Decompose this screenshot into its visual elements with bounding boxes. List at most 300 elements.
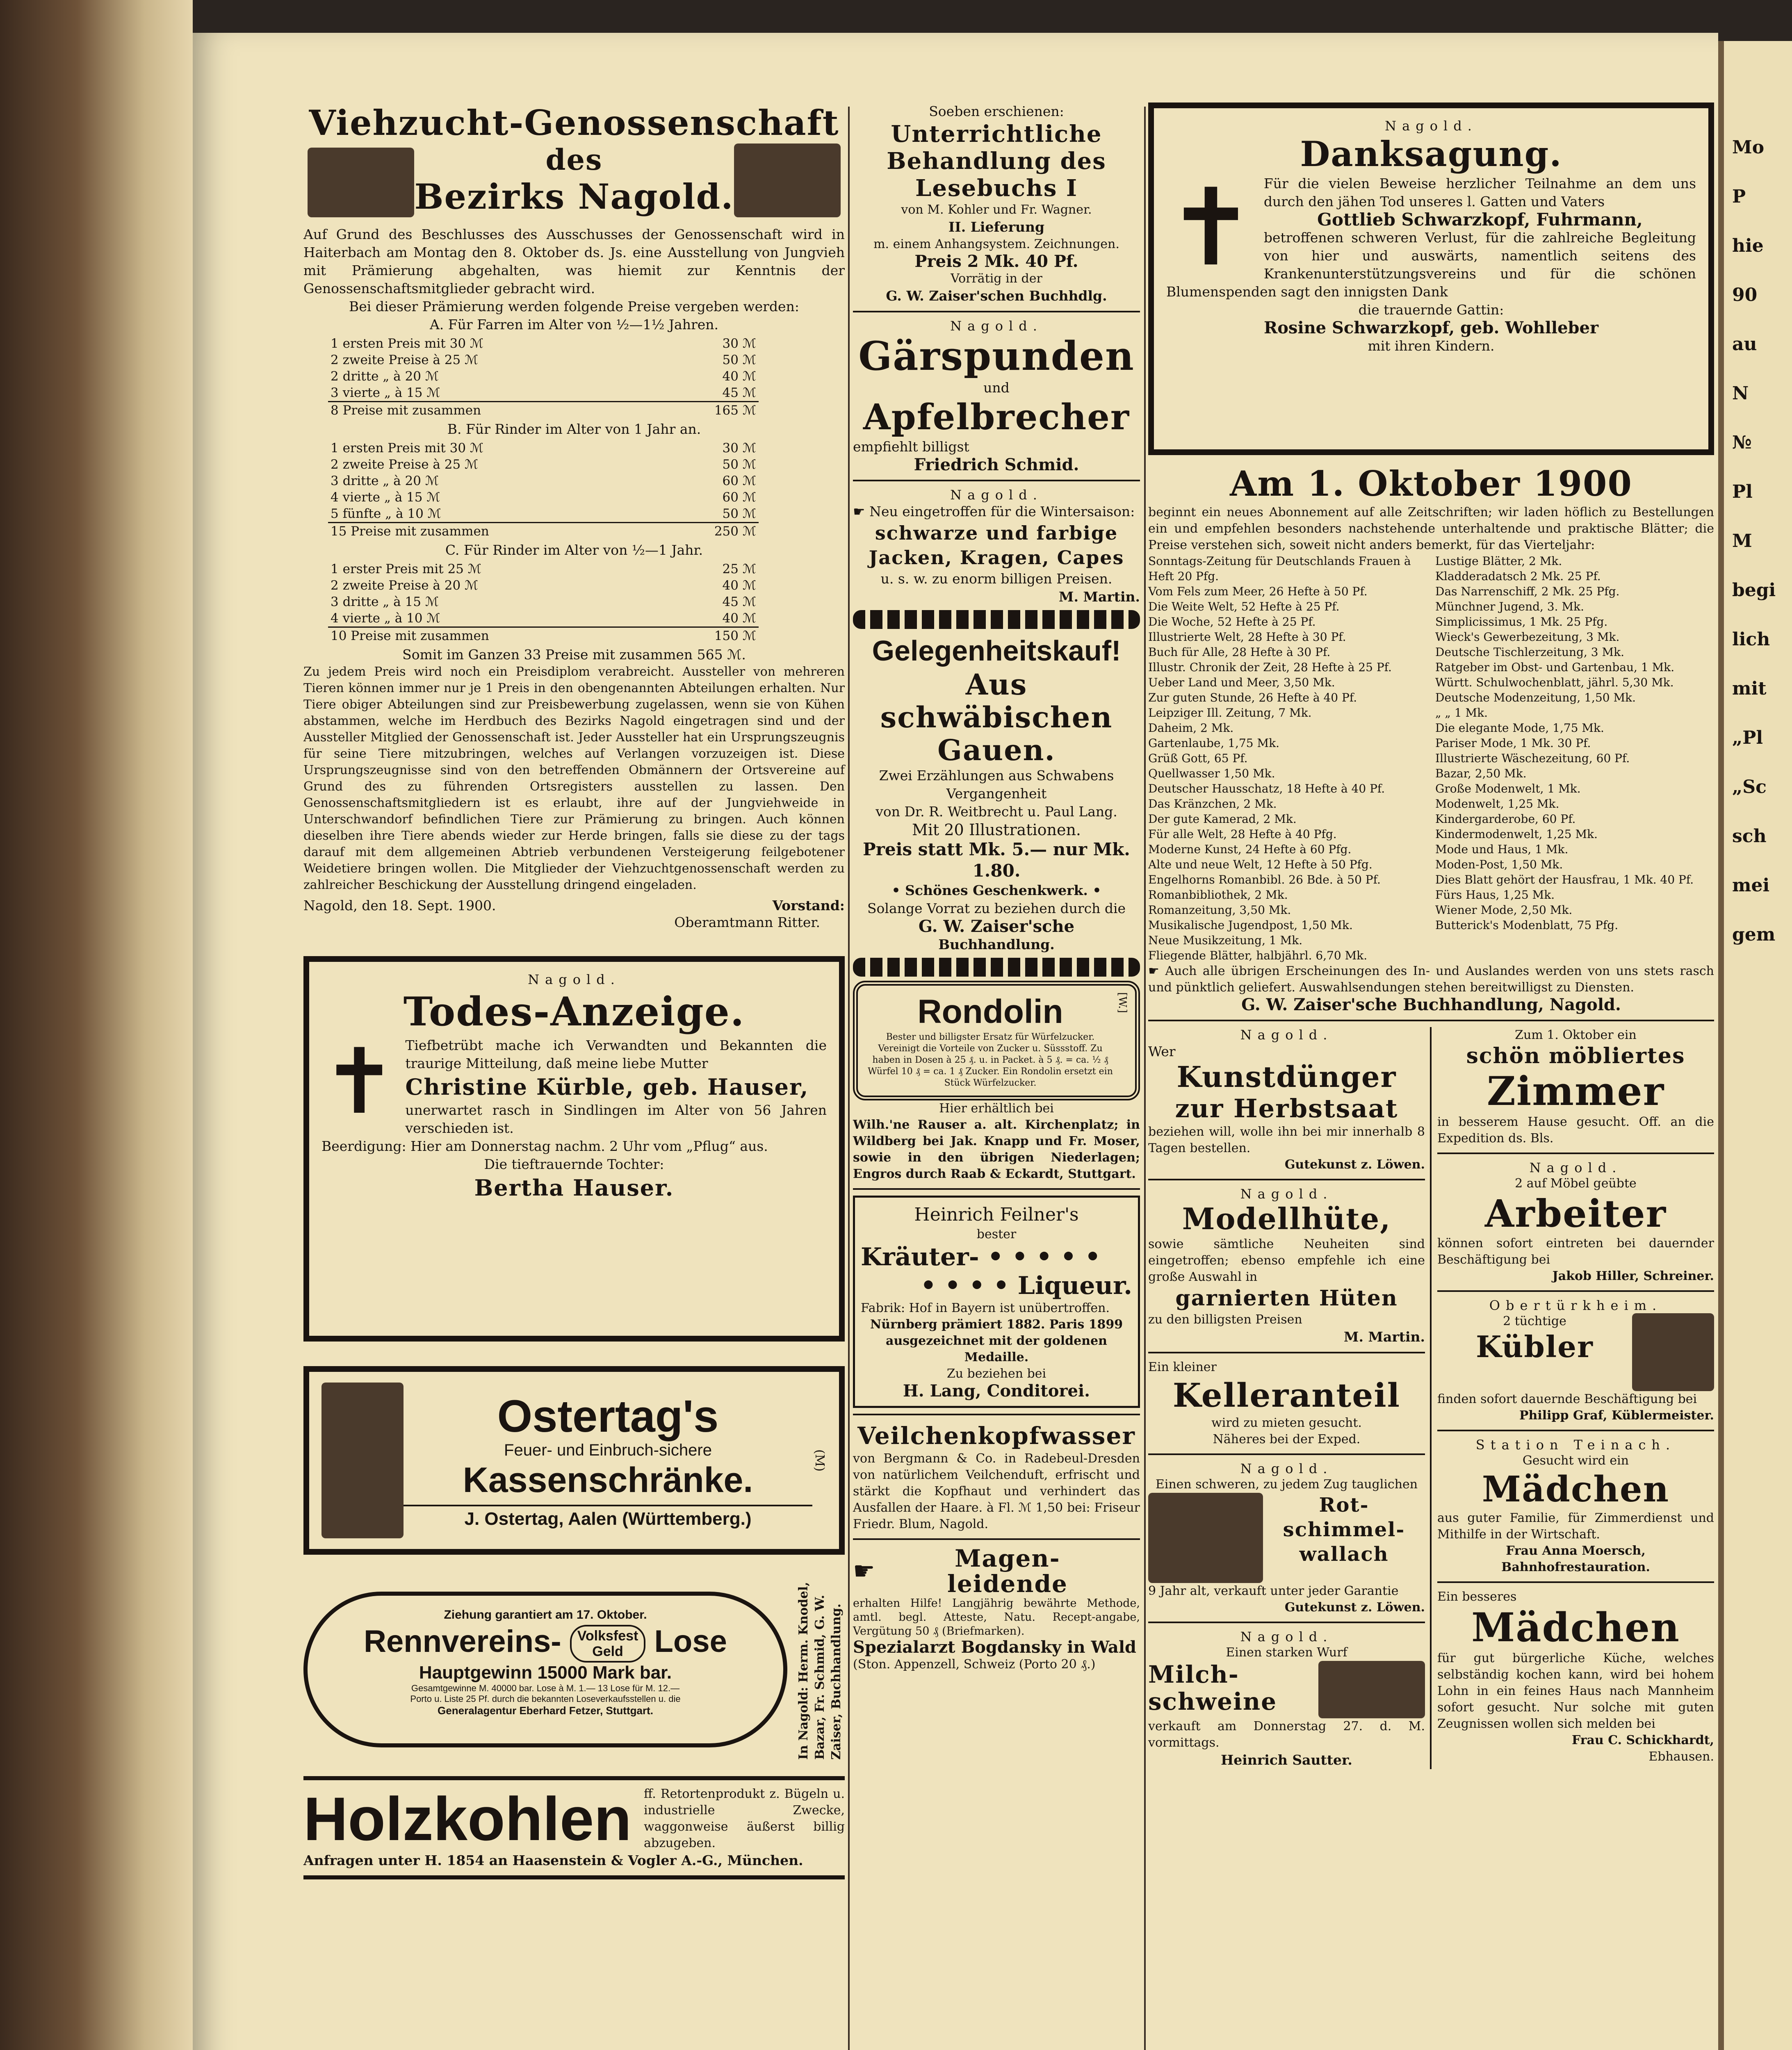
ad-subtitle: schön möbliertes xyxy=(1466,1043,1685,1068)
prize-value: 60 ℳ xyxy=(722,490,756,505)
list-item: Deutsche Tischlerzeitung, 3 Mk. xyxy=(1435,645,1625,659)
prize-value: 50 ℳ xyxy=(722,353,756,367)
list-item: Musikalische Jugendpost, 1,50 Mk. xyxy=(1148,918,1353,932)
lottery-title xyxy=(308,1622,783,1663)
list-item: Sonntags-Zeitung für Deutschlands Frauen à Heft 20 Pfg. xyxy=(1148,554,1411,583)
column-rule xyxy=(1144,107,1146,2050)
cooper-illustration-icon xyxy=(1632,1313,1714,1391)
column-rule xyxy=(848,107,850,2050)
ad-title: Kübler xyxy=(1476,1329,1594,1364)
ad-intro: Auf Grund des Beschlusses des Ausschusses der Genossenschaft wird in Haiterbach am Montag den 8. Oktober ds. Js. eine Ausstellung von Jungvieh mit Prämierung abgehalten, was hiemit zur Kenntnis der Genossenschaftsmitglieder gebracht wird. xyxy=(303,226,845,296)
ad-items: schwarze und farbige Jacken, Kragen, Capes xyxy=(869,522,1124,569)
product-line: Feuer- und Einbruch-sichere xyxy=(504,1441,712,1459)
cross-icon: ✝ xyxy=(1166,166,1256,290)
kuebler-ad xyxy=(1437,1298,1714,1424)
magen-ad xyxy=(853,1546,1140,1673)
prize-label: 15 Preise mit zusammen xyxy=(328,523,688,540)
table-row xyxy=(328,594,759,610)
badge-line: Volksfest xyxy=(577,1628,638,1644)
next-page-edge xyxy=(1718,41,1792,2050)
lottery-title-left: Rennvereins- xyxy=(364,1624,561,1659)
place-label: Nagold. xyxy=(1240,1027,1333,1043)
column-right xyxy=(1148,102,1714,1769)
ad-text: wird zu mieten gesucht. xyxy=(1211,1416,1362,1430)
ad-title: Gärspunden xyxy=(858,333,1135,379)
prize-label: 3 dritte „ à 15 ℳ xyxy=(331,594,439,609)
ad-shop: G. W. Zaiser'schen Buchhdlg. xyxy=(886,288,1107,304)
product-name: Kassenschränke. xyxy=(463,1460,753,1500)
text-fragment: „Sc xyxy=(1732,777,1767,797)
list-item: Butterick's Modenblatt, 75 Pfg. xyxy=(1435,918,1619,932)
kunstduenger-ad xyxy=(1148,1027,1425,1173)
prize-label: 10 Preise mit zusammen xyxy=(328,627,688,645)
magazine-list-left xyxy=(1148,554,1427,963)
list-item: Bazar, 2,50 Mk. xyxy=(1435,767,1527,780)
text-fragment: Mo xyxy=(1732,137,1765,158)
prize-label: 2 zweite Preise à 25 ℳ xyxy=(331,457,479,472)
divider xyxy=(853,1188,1140,1190)
product-line2: • • • • Liqueur. xyxy=(920,1271,1132,1300)
ad-shop: G. W. Zaiser'sche Buchhandlung, Nagold. xyxy=(1241,995,1621,1014)
newspaper-page xyxy=(193,33,1718,2050)
ad-title: Milch- xyxy=(1148,1660,1239,1688)
list-item: Engelhorns Romanbibl. 26 Bde. à 50 Pf. xyxy=(1148,873,1381,886)
besseres-maedchen-ad xyxy=(1437,1589,1714,1765)
ad-signer: Oberamtmann Ritter. xyxy=(674,914,820,930)
place-label: Nagold. xyxy=(1240,1461,1333,1476)
place-label: Nagold. xyxy=(528,972,620,987)
ad-vorstand: Vorstand: xyxy=(772,897,845,913)
deceased-name: Gottlieb Schwarzkopf, Fuhrmann, xyxy=(1317,210,1643,230)
divider xyxy=(853,1538,1140,1540)
ad-title: Apfelbrecher xyxy=(863,396,1130,438)
table-row xyxy=(328,440,759,456)
ad-text: unerwartet rasch in Sindlingen im Alter von 56 Jahren verschieden ist. xyxy=(405,1102,827,1136)
table-row xyxy=(328,456,759,473)
holzkohlen-ad xyxy=(303,1776,845,1879)
small-ads-right xyxy=(1437,1027,1714,1769)
brand-name: Ostertag's xyxy=(497,1391,719,1442)
ad-text: Gesucht wird ein xyxy=(1522,1453,1629,1468)
zimmer-ad xyxy=(1437,1027,1714,1147)
ad-name: Friedrich Schmid. xyxy=(914,455,1079,474)
local-sellers: In Nagold: Herm. Knodel, Bazar, Fr. Schmid, G. W. Zaiser, Buchhandlung. xyxy=(796,1582,844,1760)
lottery-title-right: Lose xyxy=(654,1624,727,1659)
divider xyxy=(1148,1453,1425,1455)
list-item: Die Weite Welt, 52 Hefte à 25 Pf. xyxy=(1148,600,1340,613)
place-label: Station Teinach. xyxy=(1475,1437,1676,1453)
list-item: Münchner Jugend, 3. Mk. xyxy=(1435,600,1585,613)
divider xyxy=(853,1414,1140,1415)
deceased-name: Christine Kürble, geb. Hauser, xyxy=(405,1074,809,1100)
ad-desc: Zwei Erzählungen aus Schwabens Vergangenheit xyxy=(879,768,1114,802)
list-item: Zur guten Stunde, 26 Hefte à 40 Pf. xyxy=(1148,691,1357,704)
schimmel-row xyxy=(1148,1493,1425,1583)
table-sum-row xyxy=(328,627,759,645)
milch-titles xyxy=(1148,1661,1318,1718)
list-item: Moden-Post, 1,50 Mk. xyxy=(1435,858,1563,871)
holzkohlen-row xyxy=(303,1786,845,1852)
list-item: Romanbibliothek, 2 Mk. xyxy=(1148,888,1288,902)
list-item: Fliegende Blätter, halbjährl. 6,70 Mk. xyxy=(1148,949,1368,962)
lottery-badge xyxy=(570,1625,646,1663)
magazine-list xyxy=(1148,554,1714,963)
signer-label: Die tieftrauernde Tochter: xyxy=(484,1156,664,1172)
pointing-hand-icon: ☛ xyxy=(853,503,865,519)
arbeiter-ad xyxy=(1437,1160,1714,1285)
ad-text: empfiehlt billigst xyxy=(853,439,969,455)
list-item: Fürs Haus, 1,25 Mk. xyxy=(1435,888,1555,902)
list-item: „ „ 1 Mk. xyxy=(1435,706,1488,720)
prize-value: 25 ℳ xyxy=(722,562,756,576)
list-item: Neue Musikzeitung, 1 Mk. xyxy=(1148,934,1303,947)
prize-value: 40 ℳ xyxy=(722,369,756,384)
ad-title: Danksagung. xyxy=(1300,134,1562,174)
badge-line: Geld xyxy=(592,1643,623,1659)
rondolin-frame xyxy=(853,981,1140,1100)
ad-name: Jakob Hiller, Schreiner. xyxy=(1552,1269,1714,1283)
ad-title: Mädchen xyxy=(1471,1604,1680,1651)
ad-text: betroffenen schweren Verlust, für die zahlreiche Begleitung von hier und auswärts, namentlich seitens des Krankenunterstützungsvereins und für die schönen Blumenspenden sagt den innigsten Dank xyxy=(1166,230,1696,300)
text-fragment: mit xyxy=(1732,678,1767,699)
prize-value: 250 ℳ xyxy=(688,523,759,540)
product-text: Liqueur. xyxy=(1017,1271,1132,1300)
ad-title: Kelleranteil xyxy=(1172,1376,1401,1414)
place-label: Obertürkheim. xyxy=(1489,1298,1662,1313)
ad-title: Unterrichtliche xyxy=(891,121,1102,148)
ad-text: für gut bürgerliche Küche, welches selbständig kochen kann, wird bei hohem Lohn in ein feines Haus nach Mannheim sofort gesucht. Nur solche mit guten Zeugnissen wollen sich melden bei xyxy=(1437,1651,1714,1731)
ad-name: Frau C. Schickhardt, xyxy=(1571,1733,1714,1747)
prize-table-b xyxy=(328,440,759,540)
cross-icon: ✝ xyxy=(321,1029,397,1134)
ad-text: können sofort eintreten bei dauernder Beschäftigung bei xyxy=(1437,1236,1714,1267)
list-item: Mode und Haus, 1 Mk. xyxy=(1435,843,1569,856)
prize-label: 1 erster Preis mit 25 ℳ xyxy=(331,562,481,576)
ad-title: zur Herbstsaat xyxy=(1175,1093,1398,1123)
table-row xyxy=(328,385,759,402)
ad-award: Nürnberg prämiert 1882. Paris 1899 ausgezeichnet mit der goldenen Medaille. xyxy=(870,1317,1123,1364)
table-row xyxy=(328,577,759,594)
table-row xyxy=(328,473,759,489)
list-item: Dies Blatt gehört der Hausfrau, 1 Mk. 40 Pf. xyxy=(1435,873,1694,886)
ad-part: II. Lieferung xyxy=(948,219,1045,235)
list-item: Für alle Welt, 28 Hefte à 40 Pfg. xyxy=(1148,827,1337,841)
prize-value: 40 ℳ xyxy=(722,611,756,626)
column-left xyxy=(303,102,845,1879)
ad-name: M. Martin. xyxy=(1058,589,1140,605)
ad-outro xyxy=(1148,963,1714,996)
ad-title: Am 1. Oktober 1900 xyxy=(1230,463,1632,504)
ad-text: in besserem Hause gesucht. Off. an die Expedition ds. Bls. xyxy=(1437,1115,1714,1146)
ad-loc: (Ston. Appenzell, Schweiz (Porto 20 ₰.) xyxy=(853,1657,1096,1672)
ad-text: von Bergmann & Co. in Radebeul-Dresden von natürlichem Veilchenduft, erfrischt und stärkt die Kopfhaut und verhindert das Ausfallen der Haare. à Fl. ℳ 1,50 bei: Friseur Friedr. Blum, Nagold. xyxy=(853,1451,1140,1531)
ad-text: ff. Retortenprodukt z. Bügeln u. industrielle Zwecke, waggonweise äußerst billig abzugeben. xyxy=(644,1787,845,1850)
place-label: Nagold. xyxy=(1529,1160,1622,1175)
ad-doctor: Spezialarzt Bogdansky in Wald xyxy=(853,1638,1136,1657)
ad-price: Preis 2 Mk. 40 Pf. xyxy=(914,252,1078,271)
list-item: Die elegante Mode, 1,75 Mk. xyxy=(1435,721,1604,735)
ostertag-ad xyxy=(303,1366,845,1555)
ad-intro: beginnt ein neues Abonnement auf alle Zeitschriften; wir laden höflich zu Bestellungen ein und empfehlen besonders nachstehende unterhaltende und praktische Blätter; die Preise verstehen sich, soweit nicht anders bemerkt, für das Vierteljahr: xyxy=(1148,505,1714,552)
ad-text: finden sofort dauernde Beschäftigung bei xyxy=(1437,1392,1697,1406)
list-item: Moderne Kunst, 24 Hefte à 60 Pfg. xyxy=(1148,843,1352,856)
ad-footer xyxy=(303,897,845,913)
ad-title: Zimmer xyxy=(1486,1068,1665,1114)
ad-text: 2 auf Möbel geübte xyxy=(1515,1176,1637,1191)
lottery-oval xyxy=(303,1592,787,1747)
text-fragment: „Pl xyxy=(1732,727,1763,748)
ad-name: Philipp Graf, Küblermeister. xyxy=(1519,1408,1714,1423)
divider xyxy=(853,480,1140,481)
ad-dealers: Wilh.'ne Rauser a. alt. Kirchenplatz; in Wildberg bei Jak. Knapp und Fr. Moser, sowie in den übrigen Niederlagen; Engros durch Raab & Eckardt, Stuttgart. xyxy=(853,1118,1140,1181)
todes-anzeige xyxy=(303,956,845,1342)
list-item: Modenwelt, 1,25 Mk. xyxy=(1435,797,1559,811)
ad-title: Modellhüte, xyxy=(1182,1201,1391,1236)
ad-text: beziehen will, wolle ihn bei mir innerhalb 8 Tagen bestellen. xyxy=(1148,1125,1425,1155)
ad-subtitle: Gauen. xyxy=(937,733,1056,767)
list-item: Lustige Blätter, 2 Mk. xyxy=(1435,554,1562,568)
martin-coats-ad xyxy=(853,487,1140,606)
ad-fab: Fabrik: Hof in Bayern ist unübertroffen. xyxy=(861,1301,1110,1315)
prize-label: 2 dritte „ à 20 ℳ xyxy=(331,369,439,384)
ad-shop: G. W. Zaiser'sche xyxy=(918,917,1075,936)
ad-title: Magen- xyxy=(955,1544,1060,1572)
oktober-abonnement-ad xyxy=(1148,463,1714,1014)
ad-subtitle: Bezirks Nagold. xyxy=(414,176,734,217)
maker-name: Heinrich Feilner's xyxy=(914,1204,1079,1225)
prize-value: 60 ℳ xyxy=(722,474,756,488)
ad-title: Mädchen xyxy=(1482,1469,1670,1510)
divider xyxy=(1148,1179,1425,1180)
list-item: Leipziger Ill. Zeitung, 7 Mk. xyxy=(1148,706,1312,720)
list-item: Romanzeitung, 3,50 Mk. xyxy=(1148,903,1291,917)
small-ads-left xyxy=(1148,1027,1432,1769)
list-item: Der gute Kamerad, 2 Mk. xyxy=(1148,812,1297,826)
next-page-fragments xyxy=(1724,41,1792,959)
danksagung-ad xyxy=(1148,102,1714,455)
divider xyxy=(1437,1153,1714,1154)
signer-name: Rosine Schwarzkopf, geb. Wohlleber xyxy=(1263,318,1599,337)
table-sum-row xyxy=(328,402,759,419)
ad-text: Für die vielen Beweise herzlicher Teilnahme an dem uns durch den jähen Tod unseres l. Gatten und Vaters xyxy=(1263,175,1696,210)
ad-und: und xyxy=(983,380,1010,396)
table-row xyxy=(328,368,759,385)
prize-value: 45 ℳ xyxy=(722,594,756,609)
text-fragment: begi xyxy=(1732,580,1776,601)
prize-value: 40 ℳ xyxy=(722,578,756,593)
ad-text xyxy=(853,503,1140,521)
table-row xyxy=(328,506,759,523)
prize-label: 8 Preise mit zusammen xyxy=(328,402,688,419)
book-spine-edge xyxy=(0,0,193,2050)
chain-border xyxy=(853,610,1140,629)
ad-authors: von M. Kohler und Fr. Wagner. xyxy=(901,203,1092,217)
veilchen-ad xyxy=(853,1421,1140,1533)
ad-avail: Vorrätig in der xyxy=(951,271,1042,286)
product-text: Kräuter- xyxy=(861,1243,979,1271)
milch-row xyxy=(1148,1661,1425,1718)
list-item: Ueber Land und Meer, 3,50 Mk. xyxy=(1148,676,1335,689)
ad-authors: von Dr. R. Weitbrecht u. Paul Lang. xyxy=(875,804,1117,820)
ad-prize-intro: Bei dieser Prämierung werden folgende Preise vergeben werden: xyxy=(349,298,799,314)
small-ads-grid xyxy=(1148,1027,1714,1769)
ad-price: Preis statt Mk. 5.— nur Mk. 1.80. xyxy=(863,839,1130,881)
ad-title: Lesebuchs I xyxy=(915,175,1078,202)
ad-title: Kunstdünger xyxy=(1176,1060,1397,1094)
divider xyxy=(853,311,1140,312)
place-label: Nagold. xyxy=(1385,118,1477,134)
prize-value: 30 ℳ xyxy=(722,441,756,456)
list-item: Illustr. Chronik der Zeit, 28 Hefte à 25 Pf. xyxy=(1148,661,1392,674)
list-item: Illustrierte Wäschezeitung, 60 Pf. xyxy=(1435,752,1630,765)
pig-illustration-icon xyxy=(1318,1661,1425,1718)
ad-text: Einen schweren, zu jedem Zug tauglichen xyxy=(1155,1477,1418,1492)
prize-value: 30 ℳ xyxy=(722,336,756,351)
pointing-hand-icon: ☛ xyxy=(853,1557,875,1585)
signer-label: die trauernde Gattin: xyxy=(1358,302,1504,318)
schimmel-titles xyxy=(1263,1493,1425,1583)
section-a-heading: A. Für Farren im Alter von ½—1½ Jahren. xyxy=(429,317,719,333)
prize-table-c xyxy=(328,561,759,644)
prize-label: 4 vierte „ à 10 ℳ xyxy=(331,611,440,626)
list-item: Die Woche, 52 Hefte à 25 Pf. xyxy=(1148,615,1316,629)
text-fragment: № xyxy=(1732,432,1752,453)
place-label: Nagold. xyxy=(1240,1186,1333,1202)
table-row xyxy=(328,352,759,368)
ad-outro-text: Auch alle übrigen Erscheinungen des In- und Auslandes werden von uns stets rasch und pünktlich geliefert. Auswahlsendungen stehen bereitwilligst zu Diensten. xyxy=(1148,964,1714,995)
ad-seller: H. Lang, Conditorei. xyxy=(903,1381,1090,1401)
ad-top: Soeben erschienen: xyxy=(929,103,1064,119)
magen-titles xyxy=(875,1546,1140,1597)
prize-label: 5 fünfte „ à 10 ℳ xyxy=(331,506,441,521)
list-item: Buch für Alle, 28 Hefte à 30 Pf. xyxy=(1148,645,1331,659)
column-middle xyxy=(853,102,1140,1673)
ad-from: Zu beziehen bei xyxy=(946,1367,1046,1381)
table-row xyxy=(328,561,759,577)
prize-total: Somit im Ganzen 33 Preise mit zusammen 565 ℳ. xyxy=(402,647,746,663)
ad-date: Nagold, den 18. Sept. 1900. xyxy=(303,897,496,913)
ad-top: Ein kleiner xyxy=(1148,1360,1217,1374)
chain-border xyxy=(853,958,1140,977)
mark-label: (M) xyxy=(812,1449,827,1472)
ad-wer: Wer xyxy=(1148,1043,1176,1059)
text-fragment: gem xyxy=(1732,924,1776,945)
keller-ad xyxy=(1148,1359,1425,1448)
list-item: Kindergarderobe, 60 Pf. xyxy=(1435,812,1576,826)
table-row xyxy=(328,610,759,627)
prize-table-a xyxy=(328,335,759,419)
title-with-cattle xyxy=(303,144,845,226)
ad-stock: Solange Vorrat zu beziehen durch die xyxy=(867,900,1126,916)
list-item: Pariser Mode, 1 Mk. 30 Pf. xyxy=(1435,736,1591,750)
divider xyxy=(1437,1290,1714,1292)
list-item: Daheim, 2 Mk. xyxy=(1148,721,1234,735)
ad-title: schimmel- xyxy=(1283,1518,1405,1541)
pointing-hand-icon: ☛ xyxy=(1148,964,1159,978)
ad-text: u. s. w. zu enorm billigen Preisen. xyxy=(880,571,1113,587)
prize-value: 150 ℳ xyxy=(688,627,759,645)
ad-text: Tiefbetrübt mache ich Verwandten und Bekannten die traurige Mitteilung, daß meine liebe Mutter xyxy=(405,1037,827,1071)
prize-label: 3 dritte „ à 20 ℳ xyxy=(331,474,439,488)
list-item: Das Kränzchen, 2 Mk. xyxy=(1148,797,1277,811)
ox-illustration-icon xyxy=(308,148,414,217)
ad-name: Gutekunst z. Löwen. xyxy=(1284,1600,1425,1615)
list-item: Große Modenwelt, 1 Mk. xyxy=(1435,782,1581,795)
safe-illustration-icon xyxy=(321,1383,404,1538)
ad-where: Hier erhältlich bei xyxy=(939,1101,1054,1116)
schimmel-ad xyxy=(1148,1461,1425,1616)
ad-text: 9 Jahr alt, verkauft unter jeder Garantie xyxy=(1148,1584,1399,1598)
kuebler-titles xyxy=(1437,1313,1632,1391)
ad-title: Gelegenheitskauf! xyxy=(872,635,1121,667)
place-label: Nagold. xyxy=(950,318,1043,334)
kuebler-row xyxy=(1437,1313,1714,1391)
text-fragment: M xyxy=(1732,531,1752,551)
ad-best: bester xyxy=(976,1227,1017,1241)
list-item: Deutscher Hausschatz, 18 Hefte à 40 Pf. xyxy=(1148,782,1385,795)
ad-des: des xyxy=(545,143,603,177)
ad-top: Zum 1. Oktober ein xyxy=(1515,1028,1637,1042)
product-line1: Kräuter- • • • • • xyxy=(861,1243,1101,1271)
ad-title: Veilchenkopfwasser xyxy=(857,1422,1135,1450)
section-b-heading: B. Für Rinder im Alter von 1 Jahr an. xyxy=(447,421,701,437)
ad-title: Rot- xyxy=(1319,1494,1369,1517)
ad-text: Einen starken Wurf xyxy=(1226,1645,1347,1660)
gaerspunden-ad xyxy=(853,318,1140,474)
ad-ill: Mit 20 Illustrationen. xyxy=(912,821,1081,839)
text-fragment: Pl xyxy=(1732,481,1753,502)
lesebuch-ad xyxy=(853,102,1140,305)
place-label: Nagold. xyxy=(950,487,1043,503)
ad-title: schweine xyxy=(1148,1688,1277,1715)
ad-name: M. Martin. xyxy=(1343,1329,1425,1345)
list-item: Das Narrenschiff, 2 Mk. 25 Pfg. xyxy=(1435,585,1620,598)
ad-text: verkauft am Donnerstag 27. d. M. vormittags. xyxy=(1148,1719,1425,1750)
text-fragment: hie xyxy=(1732,235,1764,256)
ad-title: leidende xyxy=(947,1570,1068,1598)
ad-text: sowie sämtliche Neuheiten sind eingetroffen; ebenso empfehle ich eine große Auswahl in xyxy=(1148,1237,1425,1284)
list-item: Kladderadatsch 2 Mk. 25 Pf. xyxy=(1435,569,1601,583)
list-item: Alte und neue Welt, 12 Hefte à 50 Pfg. xyxy=(1148,858,1372,871)
feilner-ad xyxy=(853,1196,1140,1408)
ad-body: Zu jedem Preis wird noch ein Preisdiplom verabreicht. Aussteller von mehreren Tieren können immer nur je 1 Preis in den obengenannten Abteilungen erhalten. Nur Tiere obiger Abteilungen sind zur Preisbewerbung zugelassen, wenn sie von Kühen abstammen, welche im Herdbuch des Bezirks Nagold eingetragen sind und der Aussteller Mitglied der Genossenschaft ist. Jeder Aussteller hat ein Ursprungszeugnis für seine Tiere mitzubringen, welches auf Verlangen vorzuzeigen ist. Diese Ursprungszeugnisse sind von den betreffenden Obmännern der Ortsvereine auf Grund des zu führenden Ortsregisters ausstellen zu lassen. Den Genossenschaftsmitgliedern ist es erlaubt, ihre auf der Jungviehweide in Unterschwandorf befindlichen Tiere zur Prämierung zu bringen. Auch können dieselben ihre Tiere abends wieder zur Herde bringen, falls sie diese zu der tags darauf mit dem allgemeinen Abtrieb verbundenen Versteigerung feilgebotener Weidetiere bringen wollen. Die Mitglieder der Viehzuchtgenossenschaft werden zu zahlreicher Beschickung der Ausstellung dringend eingeladen. xyxy=(303,665,845,892)
list-item: Gartenlaube, 1,75 Mk. xyxy=(1148,736,1280,750)
maker: J. Ostertag, Aalen (Württemberg.) xyxy=(404,1505,812,1529)
text-fragment: P xyxy=(1732,186,1746,207)
ostertag-text xyxy=(404,1392,812,1529)
prize-value: 50 ℳ xyxy=(722,457,756,472)
text-fragment: lich xyxy=(1732,629,1770,650)
fine-print: Gesamtgewinne M. 40000 bar. Lose à M. 1.— 13 Lose für M. 12.— xyxy=(411,1683,680,1693)
ad-title: Viehzucht-Genossenschaft xyxy=(309,102,839,143)
prize-value: 165 ℳ xyxy=(688,402,759,419)
product-desc: Bester und billigster Ersatz für Würfelzucker. Vereinigt die Vorteile von Zucker u. Süssstoff. Zu haben in Dosen à 25 ₰. u. in Packet. à 5 ₰. = ca. ½ ₰ Würfel 10 ₰ = ca. 1 ₰ Zucker. Ein Rondolin ersetzt ein Stück Würfelzucker. xyxy=(868,1032,1113,1088)
ad-text: 2 tüchtige xyxy=(1503,1314,1566,1328)
draw-date: Ziehung garantiert am 17. Oktober. xyxy=(444,1608,647,1622)
ad-title: Todes-Anzeige. xyxy=(403,989,745,1035)
list-item: Wiener Mode, 2,50 Mk. xyxy=(1435,903,1573,917)
ad-name: Frau Anna Moersch, Bahnhofrestauration. xyxy=(1501,1544,1650,1574)
modellhuete-ad xyxy=(1148,1186,1425,1346)
table-row xyxy=(328,335,759,352)
ad-title: Behandlung des xyxy=(887,148,1106,175)
divider xyxy=(1437,1430,1714,1431)
signer-kids: mit ihren Kindern. xyxy=(1368,338,1495,354)
list-item: Quellwasser 1,50 Mk. xyxy=(1148,767,1275,780)
teinach-ad xyxy=(1437,1437,1714,1576)
ad-info: Näheres bei der Exped. xyxy=(1213,1432,1361,1446)
rennverein-ad xyxy=(303,1571,845,1768)
